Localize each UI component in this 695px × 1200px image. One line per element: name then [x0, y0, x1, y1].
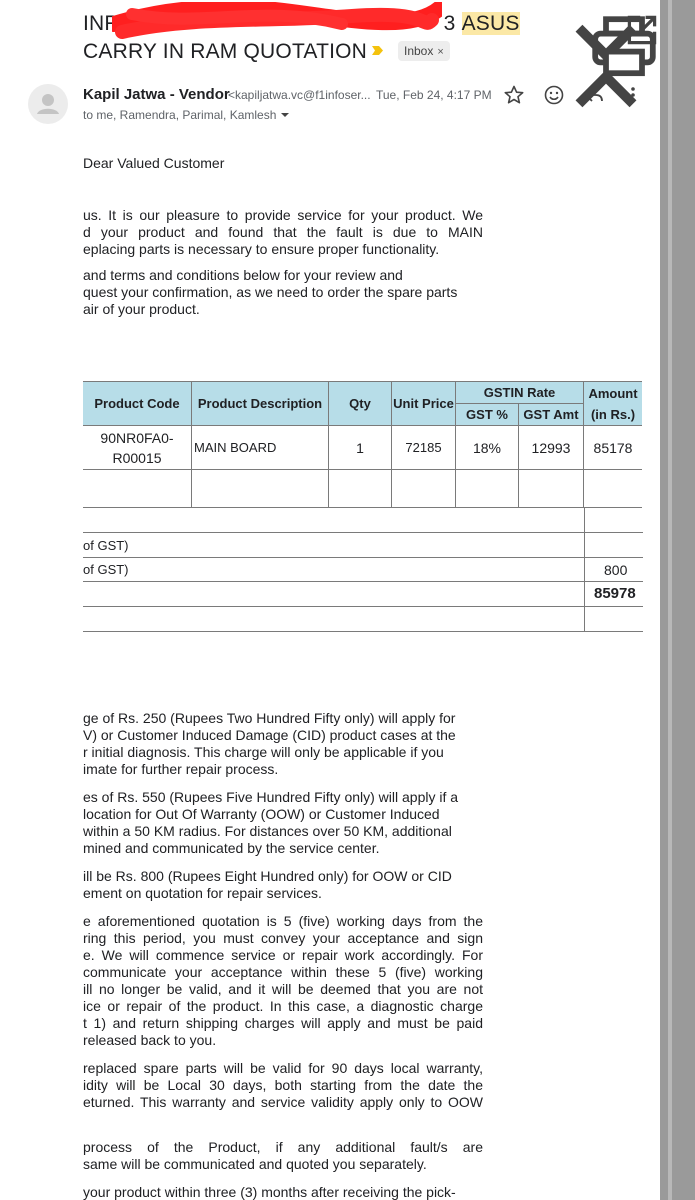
table-row	[83, 470, 642, 508]
text-line: your product within three (3) months after receiving the pick-	[83, 1184, 456, 1200]
terms-paragraph	[83, 789, 483, 857]
star-icon[interactable]	[503, 84, 525, 106]
text-line: and terms and conditions below for your review and	[83, 267, 403, 283]
avatar-icon	[28, 84, 68, 124]
inbox-label-chip[interactable]	[398, 41, 450, 61]
text-line: process of the Product, if any additional fault/s are	[83, 1139, 483, 1155]
recipients-text: to me, Ramendra, Parimal, Kamlesh	[83, 108, 277, 122]
cell-amount: 85178	[584, 426, 643, 470]
header-product-description: Product Description	[192, 382, 329, 426]
subject-prefix: INR4	[83, 12, 132, 35]
terms-paragraph	[83, 710, 483, 778]
text-line: t 1) and return shipping charges will apply and must be paid	[83, 1015, 483, 1031]
importance-marker-icon[interactable]	[372, 45, 383, 56]
header-amount	[584, 382, 643, 426]
text-line: imate for further repair process.	[83, 761, 279, 777]
summary-rule	[83, 606, 643, 607]
terms-paragraph	[83, 1060, 483, 1111]
cell-product-code	[83, 426, 192, 470]
text-line: d your product and found that the fault is due to MAIN	[83, 224, 483, 240]
summary-rule	[83, 532, 643, 533]
intro-paragraph	[83, 207, 483, 258]
text-line: us. It is our pleasure to provide service for your product. We	[83, 207, 483, 223]
request-paragraph	[83, 267, 483, 318]
terms-paragraph	[83, 868, 483, 902]
text-line: e. We will commence service or repair work accordingly. For	[83, 947, 483, 963]
text-line: replaced spare parts will be valid for 90 days local warranty,	[83, 1060, 483, 1076]
text-line: r initial diagnosis. This charge will only be applicable if you	[83, 744, 444, 760]
redaction-scribble	[112, 2, 442, 42]
text-line: within a 50 KM radius. For distances over 50 KM, additional	[83, 823, 452, 839]
text-line: location for Out Of Warranty (OOW) or Customer Induced	[83, 806, 440, 822]
summary-rule	[83, 581, 643, 582]
text-line: ring this period, you must convey your acceptance and sign	[83, 930, 483, 946]
cell-qty: 1	[329, 426, 392, 470]
text-line: ement on quotation for repair services.	[83, 885, 322, 901]
inbox-label: Inbox	[404, 44, 434, 58]
chevron-down-icon	[280, 111, 290, 119]
summary-label: of GST)	[83, 562, 129, 577]
table-row	[83, 426, 642, 470]
text-line: eturned. This warranty and service validity apply only to OOW	[83, 1094, 483, 1110]
subject-highlight: ASUS	[461, 12, 520, 35]
cell-gst-pct: 18%	[456, 426, 519, 470]
remove-label-icon[interactable]: ×	[437, 46, 444, 58]
terms-paragraph	[83, 1184, 483, 1200]
summary-label: of GST)	[83, 538, 129, 553]
product-code-line1: 90NR0FA0-	[100, 429, 174, 446]
header-gstin-rate: GSTIN Rate	[456, 382, 584, 404]
subject-mid: 3	[443, 12, 456, 35]
terms-paragraph	[83, 913, 483, 1049]
product-code-line2: R00015	[112, 449, 162, 466]
cell-description: MAIN BOARD	[192, 426, 329, 470]
sender-email: <kapiljatwa.vc@f1infoser...	[228, 88, 371, 102]
terms-paragraph	[83, 1139, 483, 1173]
scroll-rail	[660, 0, 695, 1200]
scrollbar-track[interactable]	[668, 0, 672, 1200]
quotation-table	[83, 381, 642, 508]
text-line: eplacing parts is necessary to ensure proper functionality.	[83, 241, 440, 257]
summary-divider	[584, 507, 585, 631]
text-line: mined and communicated by the service center.	[83, 840, 380, 856]
header-qty: Qty	[329, 382, 392, 426]
text-line: es of Rs. 550 (Rupees Five Hundred Fifty only) will apply if a	[83, 789, 459, 805]
header-gst-amt: GST Amt	[519, 404, 584, 426]
text-line: ge of Rs. 250 (Rupees Two Hundred Fifty only) will apply for	[83, 710, 456, 726]
text-line: e aforementioned quotation is 5 (five) working days from the	[83, 913, 483, 929]
text-line: idity will be Local 30 days, both starting from the date the	[83, 1077, 483, 1093]
summary-rule	[83, 631, 643, 632]
text-line: ill be Rs. 800 (Rupees Eight Hundred only) for OOW or CID	[83, 868, 452, 884]
cell-unit-price: 72185	[392, 426, 456, 470]
subject-line-2: CARRY IN RAM QUOTATION	[83, 40, 368, 63]
greeting: Dear Valued Customer	[83, 155, 225, 171]
text-line: same will be communicated and quoted you separately.	[83, 1156, 427, 1172]
summary-value: 800	[604, 562, 628, 578]
text-line: communicate your acceptance within these 5 (five) working	[83, 964, 483, 980]
reply-icon[interactable]	[583, 84, 605, 106]
text-line: ill no longer be valid, and it will be deemed that you are not	[83, 981, 483, 997]
header-unit-price: Unit Price	[392, 382, 456, 426]
text-line: air of your product.	[83, 301, 200, 317]
text-line: V) or Customer Induced Damage (CID) product cases at the	[83, 727, 456, 743]
header-amount-line2: (in Rs.)	[590, 406, 636, 422]
sender-name[interactable]: Kapil Jatwa - Vendor	[83, 86, 230, 103]
recipients-toggle[interactable]	[83, 108, 290, 122]
text-line: quest your confirmation, as we need to order the spare parts	[83, 284, 458, 300]
more-vert-icon[interactable]	[622, 84, 644, 106]
header-amount-line1: Amount	[588, 385, 638, 401]
add-reaction-icon[interactable]	[543, 84, 565, 106]
text-line: released back to you.	[83, 1032, 217, 1048]
header-product-code: Product Code	[83, 382, 192, 426]
total-value: 85978	[594, 585, 636, 602]
text-line: ice or repair of the product. In this case, a diagnostic charge	[83, 998, 483, 1014]
summary-rule	[83, 557, 643, 558]
header-gst-pct: GST %	[456, 404, 519, 426]
open-in-new-icon[interactable]	[624, 12, 660, 48]
cell-gst-amt: 12993	[519, 426, 584, 470]
email-date: Tue, Feb 24, 4:17 PM	[376, 88, 492, 102]
